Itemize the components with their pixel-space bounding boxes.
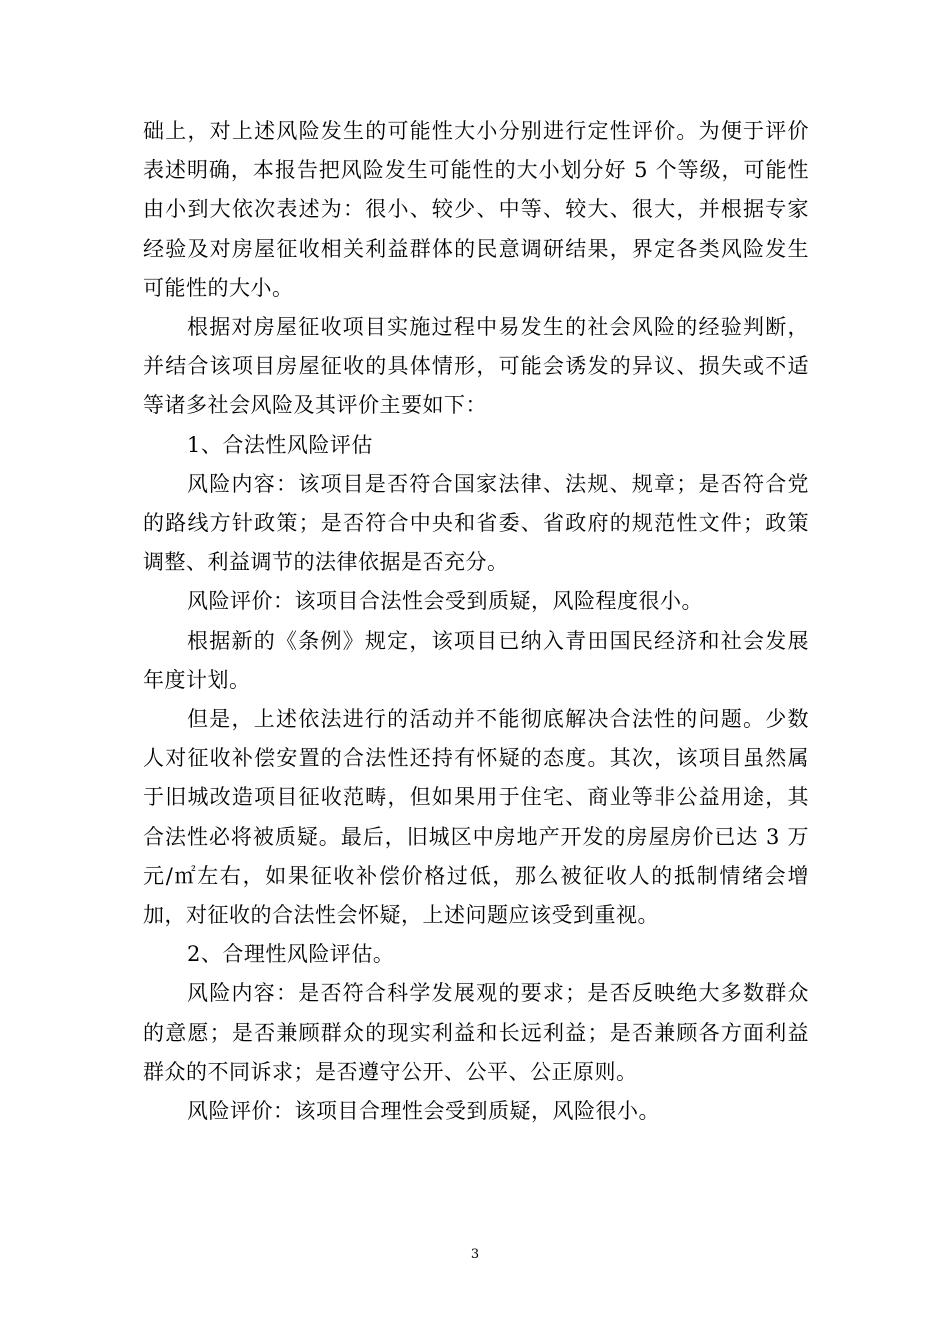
paragraph-regulation-note: 根据新的《条例》规定，该项目已纳入青田国民经济和社会发展年度计划。: [143, 628, 809, 692]
document-body: [143, 112, 809, 1131]
paragraph-continuation: 础上，对上述风险发生的可能性大小分别进行定性评价。为便于评价表述明确，本报告把风险发生可能性的大小划分好 5 个等级，可能性由小到大依次表述为：很小、较少、中等、较大、很大，并根据专家经验及对房屋征收相关利益群体的民意调研结果，界定各类风险发生可能性的大小。: [143, 119, 809, 300]
section-heading-rationality: 2、合理性风险评估。: [187, 942, 395, 967]
paragraph-rationality-risk-evaluation: 风险评价：该项目合理性会受到质疑，风险很小。: [187, 1099, 660, 1124]
paragraph-legality-risk-evaluation: 风险评价：该项目合法性会受到质疑，风险程度很小。: [187, 589, 703, 614]
paragraph-legality-issues: 但是，上述依法进行的活动并不能彻底解决合法性的问题。少数人对征收补偿安置的合法性还持有怀疑的态度。其次，该项目虽然属于旧城改造项目征收范畴，但如果用于住宅、商业等非公益用途，其合法性必将被质疑。最后，旧城区中房地产开发的房屋房价已达 3 万元/㎡左右，如果征收补偿价格过低，那么被征收人的抵制情绪会增加，对征收的合法性会怀疑，上述问题应该受到重视。: [143, 707, 809, 928]
section-heading-legality: 1、合法性风险评估: [187, 432, 373, 457]
paragraph-risk-judgment: 根据对房屋征收项目实施过程中易发生的社会风险的经验判断，并结合该项目房屋征收的具体情形，可能会诱发的异议、损失或不适等诸多社会风险及其评价主要如下：: [143, 315, 809, 418]
paragraph-legality-risk-content: 风险内容：该项目是否符合国家法律、法规、规章；是否符合党的路线方针政策；是否符合中央和省委、省政府的规范性文件；政策调整、利益调节的法律依据是否充分。: [143, 471, 809, 575]
page-number: 3: [470, 1247, 480, 1262]
paragraph-rationality-risk-content: 风险内容：是否符合科学发展观的要求；是否反映绝大多数群众的意愿；是否兼顾群众的现实利益和长远利益；是否兼顾各方面利益群众的不同诉求；是否遵守公开、公平、公正原则。: [143, 981, 809, 1084]
